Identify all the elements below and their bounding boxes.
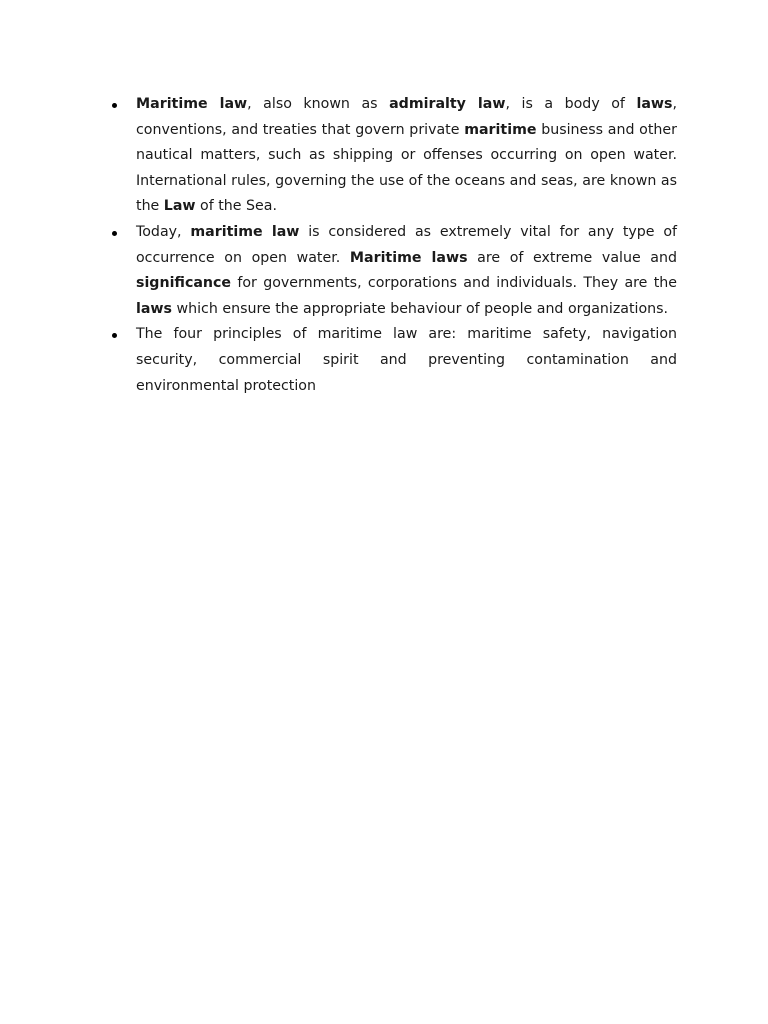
bullet-item-3 bbox=[108, 322, 677, 399]
bullet-text bbox=[136, 326, 677, 393]
bullet-text bbox=[136, 96, 677, 214]
text-run: , conventions, and treaties that govern private bbox=[136, 96, 677, 138]
bold-term: maritime bbox=[464, 121, 537, 138]
bold-term: admiralty law bbox=[389, 96, 506, 112]
bullet-list bbox=[108, 92, 677, 399]
text-run: business and other nautical matters, such as shipping or offenses occurring on open water. International rules, governing the use of the oceans and seas, are known as the bbox=[136, 121, 677, 215]
text-run: are of extreme value and bbox=[467, 249, 677, 266]
text-run: which ensure the appropriate behaviour of people and organizations. bbox=[172, 300, 669, 317]
bullet-item-1 bbox=[108, 92, 677, 220]
bold-term: Maritime law bbox=[136, 96, 248, 112]
text-run: Today, bbox=[136, 223, 191, 240]
bold-term: Maritime laws bbox=[349, 249, 468, 266]
bullet-point-icon bbox=[112, 231, 117, 236]
text-run: is considered as extremely vital for any type of occurrence on open water. bbox=[136, 223, 677, 266]
bullet-point-icon bbox=[112, 333, 117, 338]
bullet-text bbox=[136, 224, 677, 317]
text-run: , also known as bbox=[247, 96, 390, 112]
text-run: of the Sea. bbox=[195, 198, 277, 215]
bold-term: maritime law bbox=[190, 223, 300, 240]
text-run: for governments, corporations and individuals. They are the bbox=[231, 275, 677, 292]
bold-term: Law bbox=[163, 198, 196, 215]
bullet-point-icon bbox=[112, 103, 117, 108]
bullet-item-2 bbox=[108, 220, 677, 322]
text-run: , is a body of bbox=[505, 96, 637, 112]
bold-term: laws bbox=[636, 96, 673, 112]
text-run: The four principles of maritime law are: maritime safety, navigation security, commercial spirit and preventing contamination and environmental protection bbox=[136, 326, 677, 394]
bold-term: laws bbox=[136, 300, 172, 317]
bold-term: significance bbox=[136, 275, 232, 292]
